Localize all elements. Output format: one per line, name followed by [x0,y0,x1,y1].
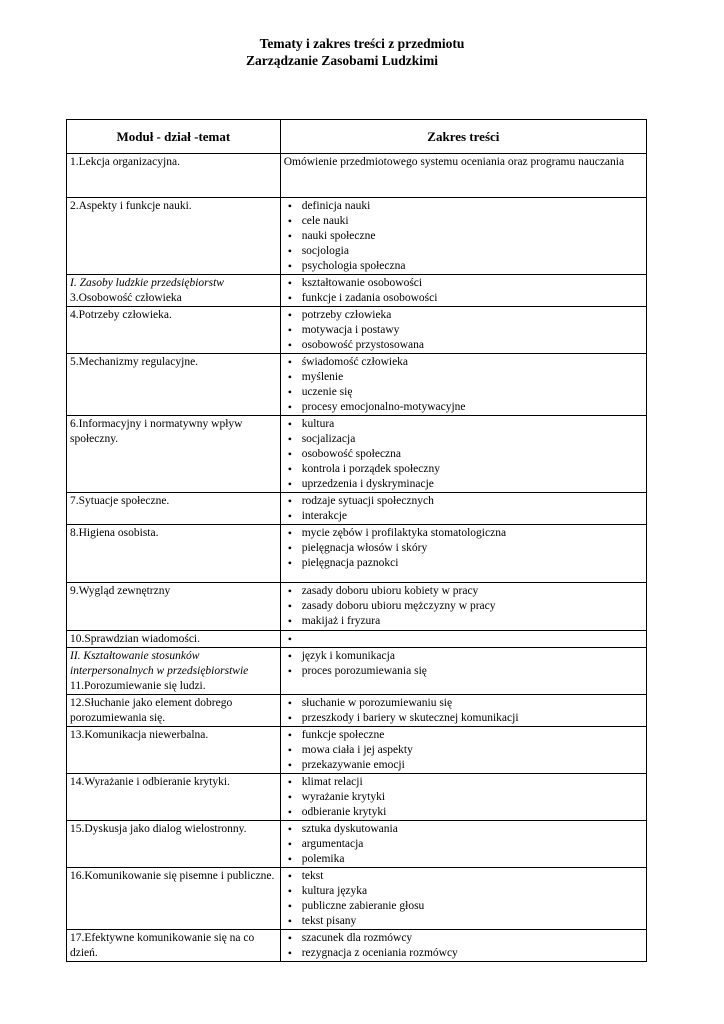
list-item: • sztuka dyskutowania [284,822,643,837]
table-row [67,727,647,774]
content-cell [280,525,646,583]
content-list [284,869,643,929]
topic-label: 7.Sytuacje społeczne. [70,495,170,507]
table-row [67,648,647,695]
list-item: • kształtowanie osobowości [284,276,643,291]
content-cell [280,648,646,695]
topic-cell [67,416,281,493]
list-item: • kontrola i porządek społeczny [284,462,643,477]
topic-label: 9.Wygląd zewnętrzny [70,585,171,597]
list-item: • argumentacja [284,837,643,852]
content-cell [280,493,646,525]
list-item: • klimat relacji [284,775,643,790]
list-item: • motywacja i postawy [284,323,643,338]
content-list [284,355,643,415]
content-cell [280,416,646,493]
topic-cell [67,774,281,821]
list-item: • język i komunikacja [284,649,643,664]
list-item: • zasady doboru ubioru mężczyzny w pracy [284,599,643,614]
topic-label: 5.Mechanizmy regulacyjne. [70,356,199,368]
list-item: • przekazywanie emocji [284,758,643,773]
topic-cell [67,583,281,631]
content-cell [280,354,646,416]
list-item: • publiczne zabieranie głosu [284,899,643,914]
table-row [67,354,647,416]
content-text: Omówienie przedmiotowego systemu oceniania oraz programu nauczania [283,156,625,168]
topic-label: 14.Wyrażanie i odbieranie krytyki. [70,776,230,788]
content-list [284,822,643,867]
list-item: • polemika [284,852,643,867]
content-cell [280,275,646,307]
content-cell [280,583,646,631]
content-cell [280,631,646,648]
topic-cell [67,154,281,198]
content-list [284,526,643,571]
list-item: • szacunek dla rozmówcy [284,931,643,946]
content-list [284,696,643,726]
list-item: • odbieranie krytyki [284,805,643,820]
table-row [67,631,647,648]
content-cell [280,695,646,727]
header-row [67,120,647,154]
table-row [67,493,647,525]
content-list [284,199,643,274]
content-list [284,649,643,679]
topic-cell [67,631,281,648]
content-cell [280,154,646,198]
table-row [67,774,647,821]
topic-cell [67,930,281,962]
topic-cell [67,868,281,930]
list-item: • proces porozumiewania się [284,664,643,679]
topic-label: 11.Porozumiewanie się ludzi. [70,680,206,692]
topic-cell [67,695,281,727]
table-row [67,821,647,868]
header-module: Moduł - dział -temat [67,120,281,154]
topic-label: 13.Komunikacja niewerbalna. [70,729,209,741]
list-item: • osobowość przystosowana [284,338,643,353]
list-item: • świadomość człowieka [284,355,643,370]
topic-label: 6.Informacyjny i normatywny wpływ społeczny. [70,418,243,445]
content-cell [280,198,646,275]
table-row [67,868,647,930]
content-cell [280,727,646,774]
curriculum-table [66,119,647,962]
content-cell [280,307,646,354]
list-item: • zasady doboru ubioru kobiety w pracy [284,584,643,599]
list-item: • przeszkody i bariery w skutecznej komunikacji [284,711,643,726]
content-list [284,308,643,353]
table-row [67,930,647,962]
list-item: • potrzeby człowieka [284,308,643,323]
list-item: • cele nauki [284,214,643,229]
content-list [284,728,643,773]
list-item: • mowa ciała i jej aspekty [284,743,643,758]
list-item: • tekst pisany [284,914,643,929]
list-item: • pielęgnacja paznokci [284,556,643,571]
list-item: • rodzaje sytuacji społecznych [284,494,643,509]
content-cell [280,868,646,930]
topic-label: 1.Lekcja organizacyjna. [70,156,180,168]
list-item: • tekst [284,869,643,884]
header-content: Zakres treści [280,120,646,154]
list-item: • uczenie się [284,385,643,400]
topic-label: 12.Słuchanie jako element dobrego porozumiewania się. [70,697,233,724]
topic-cell [67,275,281,307]
topic-label: 2.Aspekty i funkcje nauki. [70,200,192,212]
list-item: • osobowość społeczna [284,447,643,462]
table-row [67,525,647,583]
list-item: • makijaż i fryzura [284,614,643,629]
topic-label: 10.Sprawdzian wiadomości. [70,633,200,645]
list-item: • funkcje społeczne [284,728,643,743]
document-title [0,35,724,69]
title-line-2: Zarządzanie Zasobami Ludzkimi [245,53,439,68]
list-item: • psychologia społeczna [284,259,643,274]
table-row [67,583,647,631]
table-row [67,154,647,198]
list-item: • wyrażanie krytyki [284,790,643,805]
list-item: • uprzedzenia i dyskryminacje [284,477,643,492]
content-cell [280,930,646,962]
table-row [67,275,647,307]
content-list [284,417,643,492]
list-item: • procesy emocjonalno-motywacyjne [284,400,643,415]
table-row [67,416,647,493]
topic-label: 8.Higiena osobista. [70,527,159,539]
list-item: • socjalizacja [284,432,643,447]
table-row [67,695,647,727]
content-cell [280,821,646,868]
list-item: • definicja nauki [284,199,643,214]
list-item: • pielęgnacja włosów i skóry [284,541,643,556]
list-item: • nauki społeczne [284,229,643,244]
topic-cell [67,648,281,695]
content-list [284,276,643,306]
content-list [284,494,643,524]
table-body [67,154,647,962]
list-item: • interakcje [284,509,643,524]
title-line-1: Tematy i zakres treści z przedmiotu [259,36,465,51]
content-list [284,775,643,820]
topic-cell [67,307,281,354]
module-label: II. Kształtowanie stosunków interpersonalnych w przedsiębiorstwie [70,650,249,677]
topic-cell [67,727,281,774]
table-row [67,307,647,354]
list-item: • słuchanie w porozumiewaniu się [284,696,643,711]
list-item: • myślenie [284,370,643,385]
topic-label: 15.Dyskusja jako dialog wielostronny. [70,823,247,835]
module-label: I. Zasoby ludzkie przedsiębiorstw [70,277,224,289]
list-item: • rezygnacja z oceniania rozmówcy [284,946,643,961]
list-item: • mycie zębów i profilaktyka stomatologiczna [284,526,643,541]
table-row [67,198,647,275]
list-item: • kultura języka [284,884,643,899]
topic-cell [67,821,281,868]
topic-label: 4.Potrzeby człowieka. [70,309,172,321]
topic-cell [67,354,281,416]
list-item: • kultura [284,417,643,432]
topic-label: 17.Efektywne komunikowanie się na co dzień. [70,932,255,959]
topic-cell [67,525,281,583]
topic-cell [67,493,281,525]
topic-label: 3.Osobowość człowieka [70,292,182,304]
content-list [284,584,643,629]
content-cell [280,774,646,821]
content-list [284,632,643,647]
list-item [284,632,643,647]
topic-cell [67,198,281,275]
topic-label: 16.Komunikowanie się pisemne i publiczne. [70,870,275,882]
list-item: • socjologia [284,244,643,259]
content-list [284,931,643,961]
list-item: • funkcje i zadania osobowości [284,291,643,306]
